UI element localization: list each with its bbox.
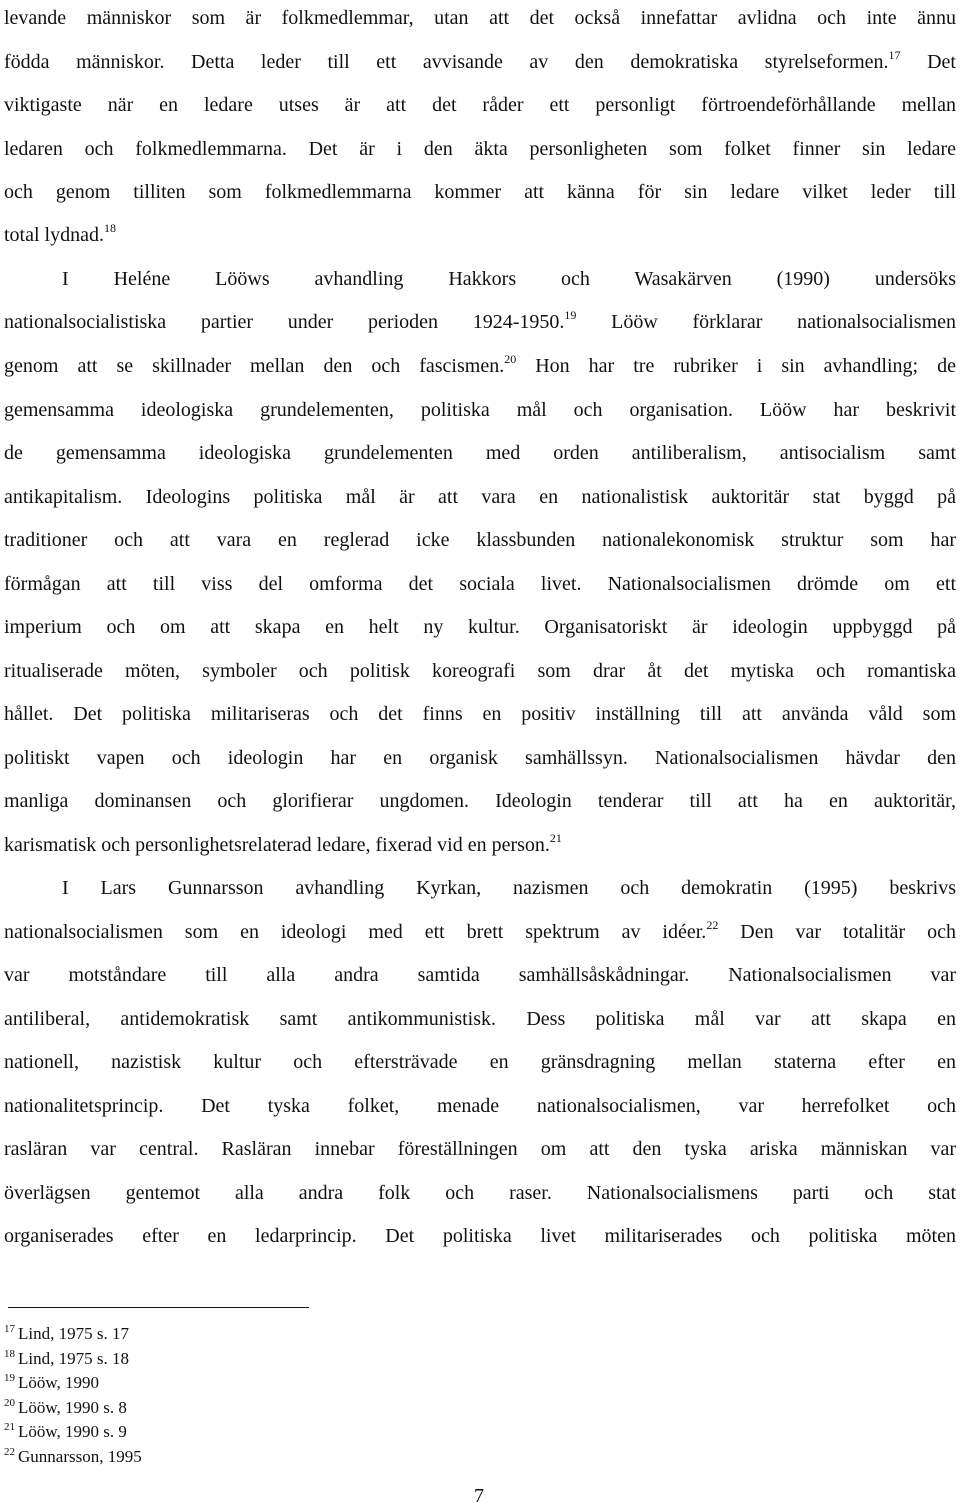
footnote-ref: 21 xyxy=(549,831,562,845)
text-line: nationell, nazistisk kultur och eftersträvade en gränsdragning mellan staterna efter en xyxy=(4,1051,956,1073)
text-line: och genom tilliten som folkmedlemmarna kommer att känna för sin ledare vilket leder till xyxy=(4,181,956,203)
text-line: var motståndare till alla andra samtida samhällsåskådningar. Nationalsocialismen var xyxy=(4,964,956,986)
text-line: total lydnad.$^{18}$ xyxy=(4,221,116,246)
text-line: gemensamma ideologiska grundelementen, politiska mål och organisation. Lööw har beskrivit xyxy=(4,399,956,421)
text-line: födda människor. Detta leder till ett avvisande av den demokratiska styrelseformen.$^{17}$ Det xyxy=(4,48,956,73)
text-line: levande människor som är folkmedlemmar, utan att det också innefattar avlidna och inte ännu xyxy=(4,7,956,29)
footnotes xyxy=(4,1322,604,1469)
footnote: $^{21}$ Lööw, 1990 s. 9 xyxy=(4,1421,127,1441)
text-line: karismatisk och personlighetsrelaterad ledare, fixerad vid en person.$^{21}$ xyxy=(4,831,562,856)
footnote-ref: 19 xyxy=(564,308,577,322)
footnote: $^{20}$ Lööw, 1990 s. 8 xyxy=(4,1396,127,1417)
footnote: $^{18}$ Lind, 1975 s. 18 xyxy=(4,1347,129,1368)
text-line: imperium och om att skapa en helt ny kultur. Organisatoriskt är ideologin uppbyggd på xyxy=(4,616,956,638)
text-line: ledaren och folkmedlemmarna. Det är i den äkta personligheten som folket finner sin ledare xyxy=(4,138,956,160)
text-line: nationalsocialistiska partier under perioden 1924-1950.19 Lööw förklarar nationalsocialismen xyxy=(4,308,957,333)
footnote-ref: 17 xyxy=(888,48,901,62)
text-line: överlägsen gentemot alla andra folk och raser. Nationalsocialismens parti och stat xyxy=(4,1182,956,1204)
text-line: antikapitalism. Ideologins politiska mål är att vara en nationalistisk auktoritär stat byggd på xyxy=(4,486,956,508)
text-line: rasläran var central. Rasläran innebar föreställningen om att den tyska ariska människan var xyxy=(4,1138,956,1160)
text-line: hållet. Det politiska militariseras och det finns en positiv inställning till att använda våld som xyxy=(4,703,956,725)
text-line: antiliberal, antidemokratisk samt antikommunistisk. Dess politiska mål var att skapa en xyxy=(4,1008,956,1030)
footnote-ref: 18 xyxy=(103,221,116,235)
text-line: genom att se skillnader mellan den och fascismen.$^{20}$ Hon har tre rubriker i sin avhandling; de xyxy=(4,352,956,377)
page-number: 7 xyxy=(474,1485,484,1507)
text-line: förmågan att till viss del omforma det sociala livet. Nationalsocialismen drömde om ett xyxy=(4,573,956,595)
text-line: nationalsocialismen som en ideologi med ett brett spektrum av idéer.$^{22}$ Den var totalitär och xyxy=(4,918,956,943)
text-line: nationalitetsprincip. Det tyska folket, menade nationalsocialismen, var herrefolket och xyxy=(4,1095,956,1117)
text-line: ritualiserade möten, symboler och politisk koreografi som drar åt det mytiska och romantiska xyxy=(4,660,956,682)
footnote-separator xyxy=(8,1307,309,1308)
text-line: viktigaste när en ledare utses är att det råder ett personligt förtroendeförhållande mellan xyxy=(4,94,956,116)
footnote-ref: 22 xyxy=(706,918,719,932)
text-line: politiskt vapen och ideologin har en organisk samhällssyn. Nationalsocialismen hävdar den xyxy=(4,747,956,769)
text-line: I Lars Gunnarsson avhandling Kyrkan, nazismen och demokratin (1995) beskrivs xyxy=(62,877,956,899)
text-line: traditioner och att vara en reglerad icke klassbunden nationalekonomisk struktur som har xyxy=(4,529,956,551)
document-page xyxy=(4,0,956,1509)
text-line: de gemensamma ideologiska grundelementen med orden antiliberalism, antisocialism samt xyxy=(4,442,956,464)
footnote: $^{19}$ Lööw, 1990 xyxy=(4,1372,100,1392)
footnote: $^{22}$ Gunnarsson, 1995 xyxy=(4,1445,142,1466)
text-line: manliga dominansen och glorifierar ungdomen. Ideologin tenderar till att ha en auktoritär, xyxy=(4,790,956,812)
footnote-ref: 20 xyxy=(504,352,517,366)
footnote: $^{17}$ Lind, 1975 s. 17 xyxy=(4,1323,129,1343)
text-line: I Heléne Lööws avhandling Hakkors och Wasakärven (1990) undersöks xyxy=(62,268,956,290)
text-line: organiserades efter en ledarprincip. Det politiska livet militariserades och politiska möten xyxy=(4,1225,956,1247)
